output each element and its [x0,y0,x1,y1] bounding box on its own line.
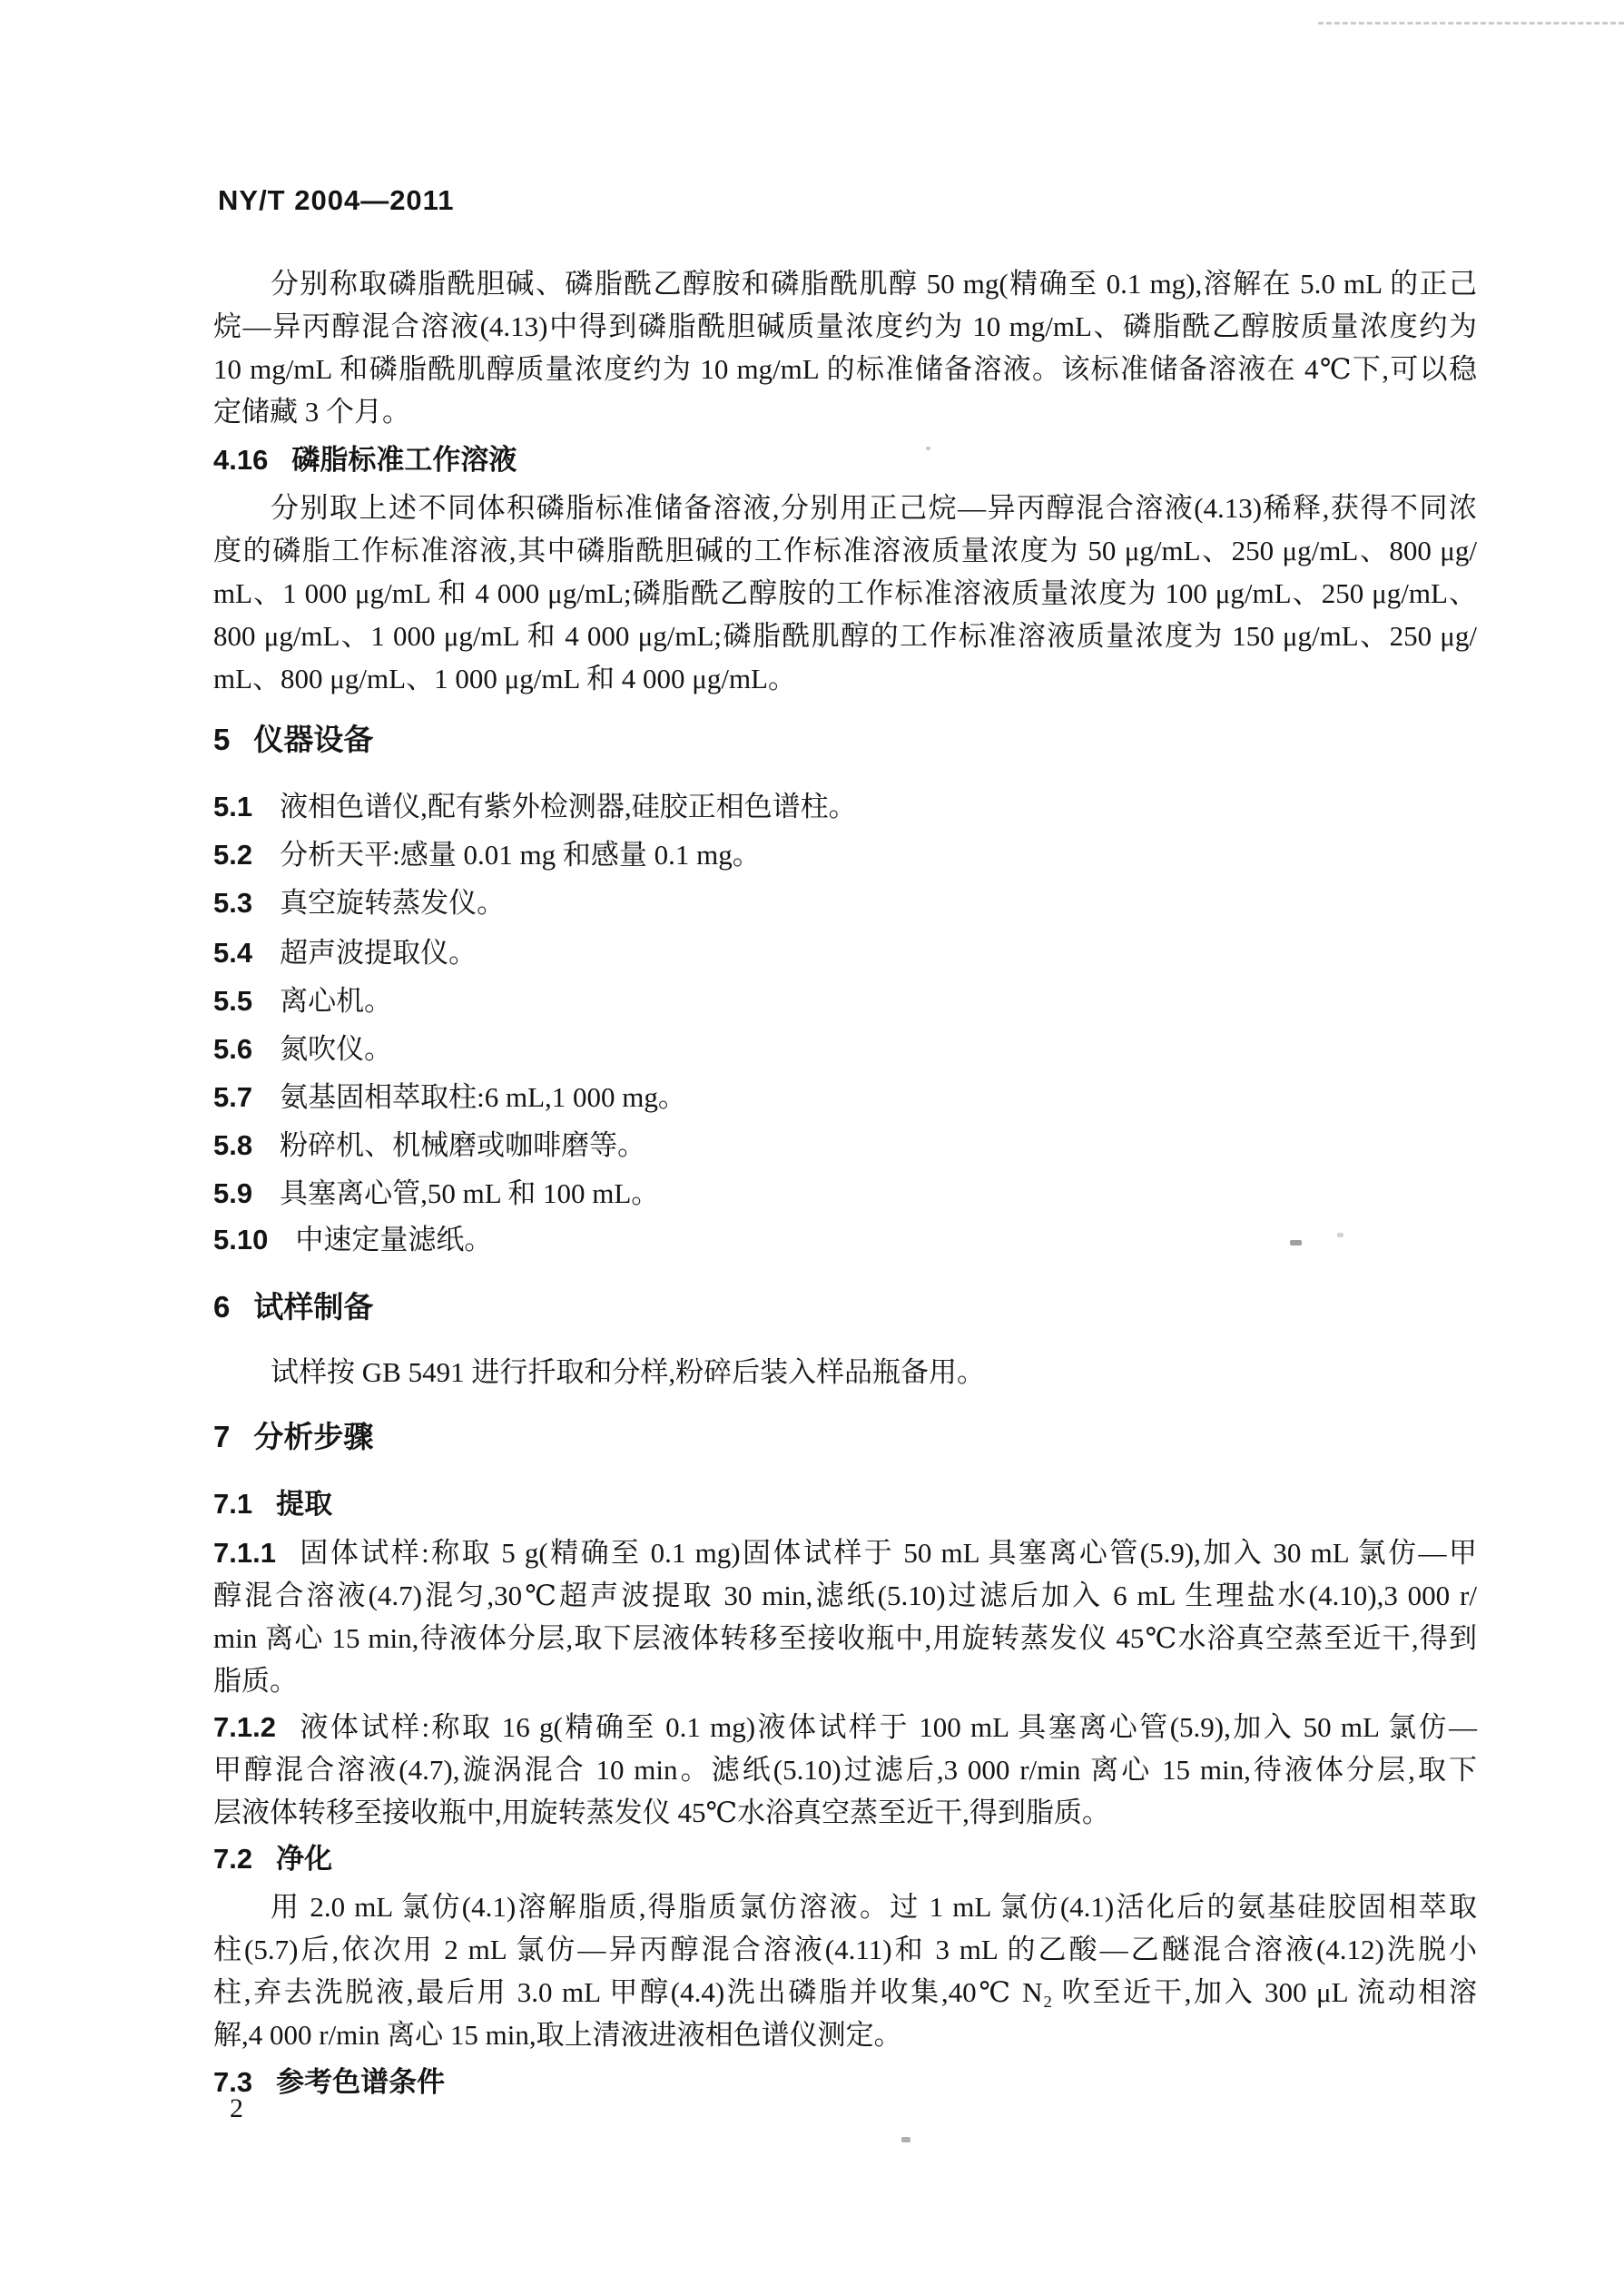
list-item [213,885,1477,921]
section-title: 净化 [276,1843,333,1875]
section-heading-5 [213,722,373,758]
section-heading-7-2 [213,1841,332,1877]
text-line: 分别取上述不同体积磷脂标准储备溶液,分别用正己烷—异丙醇混合溶液(4.13)稀释,获得不同浓 [271,492,1477,524]
text-line: 烷—异丙醇混合溶液(4.13)中得到磷脂酰胆碱质量浓度约为 10 mg/mL、磷脂酰乙醇胺质量浓度约为 [213,310,1477,342]
item-text: 粉碎机、机械磨或咖啡磨等。 [280,1129,646,1161]
text-line: 醇混合溶液(4.7)混匀,30℃超声波提取 30 min,滤纸(5.10)过滤后加入 6 mL 生理盐水(4.10),3 000 r/ [213,1580,1477,1611]
section-title: 仪器设备 [253,723,374,756]
item-text: 真空旋转蒸发仪。 [280,887,506,919]
text-line: 定储藏 3 个月。 [213,396,410,428]
item-number: 5.7 [213,1081,253,1113]
list-item [213,789,1477,825]
clause-text: 固体试样:称取 5 g(精确至 0.1 mg)固体试样于 50 mL 具塞离心管(5.9),加入 30 mL 氯仿—甲 [297,1537,1477,1569]
section-number: 7.2 [213,1843,253,1875]
section-title: 参考色谱条件 [276,2066,446,2098]
text-line: 分别称取磷脂酰胆碱、磷脂酰乙醇胺和磷脂酰肌醇 50 mg(精确至 0.1 mg),溶解在 5.0 mL 的正己 [271,268,1477,300]
text-line: mL、1 000 μg/mL 和 4 000 μg/mL;磷脂酰乙醇胺的工作标准溶液质量浓度为 100 μg/mL、250 μg/mL、 [213,577,1477,609]
item-number: 5.9 [213,1177,253,1209]
section-title: 分析步骤 [253,1420,374,1453]
text-line: 度的磷脂工作标准溶液,其中磷脂酰胆碱的工作标准溶液质量浓度为 50 μg/mL、250 μg/mL、800 μg/ [213,535,1477,566]
item-number: 5.10 [213,1224,269,1255]
section-heading-4-16 [213,442,517,478]
item-number: 5.3 [213,887,253,919]
text-line: mL、800 μg/mL、1 000 μg/mL 和 4 000 μg/mL。 [213,663,796,694]
item-text: 具塞离心管,50 mL 和 100 mL。 [280,1177,660,1209]
list-item [213,1079,1477,1116]
text-line: 层液体转移至接收瓶中,用旋转蒸发仪 45℃水浴真空蒸至近干,得到脂质。 [213,1797,1110,1828]
item-number: 5.1 [213,791,253,822]
item-text: 中速定量滤纸。 [295,1224,493,1255]
item-text: 超声波提取仪。 [280,937,477,969]
text-line: 用 2.0 mL 氯仿(4.1)溶解脂质,得脂质氯仿溶液。过 1 mL 氯仿(4.1)活化后的氨基硅胶固相萃取 [271,1891,1477,1923]
clause-number: 7.1.1 [213,1537,276,1569]
item-text: 分析天平:感量 0.01 mg 和感量 0.1 mg。 [280,839,761,871]
section-number: 7.1 [213,1488,253,1520]
list-item [213,837,1477,873]
section-title: 提取 [276,1488,333,1520]
text-line: 试样按 GB 5491 进行扦取和分样,粉碎后装入样品瓶备用。 [271,1356,986,1388]
item-text: 氮吹仪。 [280,1033,393,1065]
text-line: 10 mg/mL 和磷脂酰肌醇质量浓度约为 10 mg/mL 的标准储备溶液。该标准储备溶液在 4℃下,可以稳 [213,353,1477,385]
list-item [213,1031,1477,1068]
clause-number: 7.1.2 [213,1711,276,1743]
item-number: 5.6 [213,1033,253,1065]
section-number: 4.16 [213,444,269,476]
clause-text: 液体试样:称取 16 g(精确至 0.1 mg)液体试样于 100 mL 具塞离心管(5.9),加入 50 mL 氯仿— [297,1711,1477,1743]
scan-artifact-speck [926,447,930,450]
text-line: 甲醇混合溶液(4.7),漩涡混合 10 min。滤纸(5.10)过滤后,3 000 r/min 离心 15 min,待液体分层,取下 [213,1754,1477,1786]
section-heading-7 [213,1419,373,1455]
text-line: 脂质。 [213,1665,298,1697]
section-number: 7.3 [213,2066,253,2098]
text-line [213,1709,1477,1746]
text-line: 解,4 000 r/min 离心 15 min,取上清液进液相色谱仪测定。 [213,2019,902,2051]
section-number: 7 [213,1420,231,1453]
item-number: 5.8 [213,1129,253,1161]
item-text: 氨基固相萃取柱:6 mL,1 000 mg。 [280,1081,686,1113]
list-item [213,983,1477,1019]
section-title: 磷脂标准工作溶液 [291,444,517,476]
page-number: 2 [230,2093,243,2123]
text-line: 柱(5.7)后,依次用 2 mL 氯仿—异丙醇混合溶液(4.11)和 3 mL 的乙酸—乙醚混合溶液(4.12)洗脱小 [213,1934,1477,1965]
list-item [213,1222,1477,1258]
text-line: 800 μg/mL、1 000 μg/mL 和 4 000 μg/mL;磷脂酰肌醇的工作标准溶液质量浓度为 150 μg/mL、250 μg/ [213,620,1477,652]
section-number: 5 [213,723,231,756]
section-number: 6 [213,1290,231,1324]
text-line [213,1535,1477,1571]
section-heading-6 [213,1289,373,1325]
item-number: 5.5 [213,985,253,1017]
item-number: 5.2 [213,839,253,871]
text-line: min 离心 15 min,待液体分层,取下层液体转移至接收瓶中,用旋转蒸发仪 45℃水浴真空蒸至近干,得到 [213,1622,1477,1654]
item-text: 液相色谱仪,配有紫外检测器,硅胶正相色谱柱。 [280,791,857,822]
item-number: 5.4 [213,937,253,969]
list-item [213,1176,1477,1212]
document-code: NY/T 2004—2011 [218,184,455,216]
list-item [213,1127,1477,1164]
scan-artifact-dashed-line [1318,22,1624,25]
text-line: 柱,弃去洗脱液,最后用 3.0 mL 甲醇(4.4)洗出磷脂并收集,40℃ N₂ 吹至近干,加入 300 μL 流动相溶 [213,1976,1477,2008]
scan-artifact-speck [901,2137,910,2142]
section-heading-7-3 [213,2064,445,2101]
section-title: 试样制备 [253,1290,374,1324]
section-heading-7-1 [213,1486,332,1522]
item-text: 离心机。 [280,985,393,1017]
list-item [213,935,1477,971]
